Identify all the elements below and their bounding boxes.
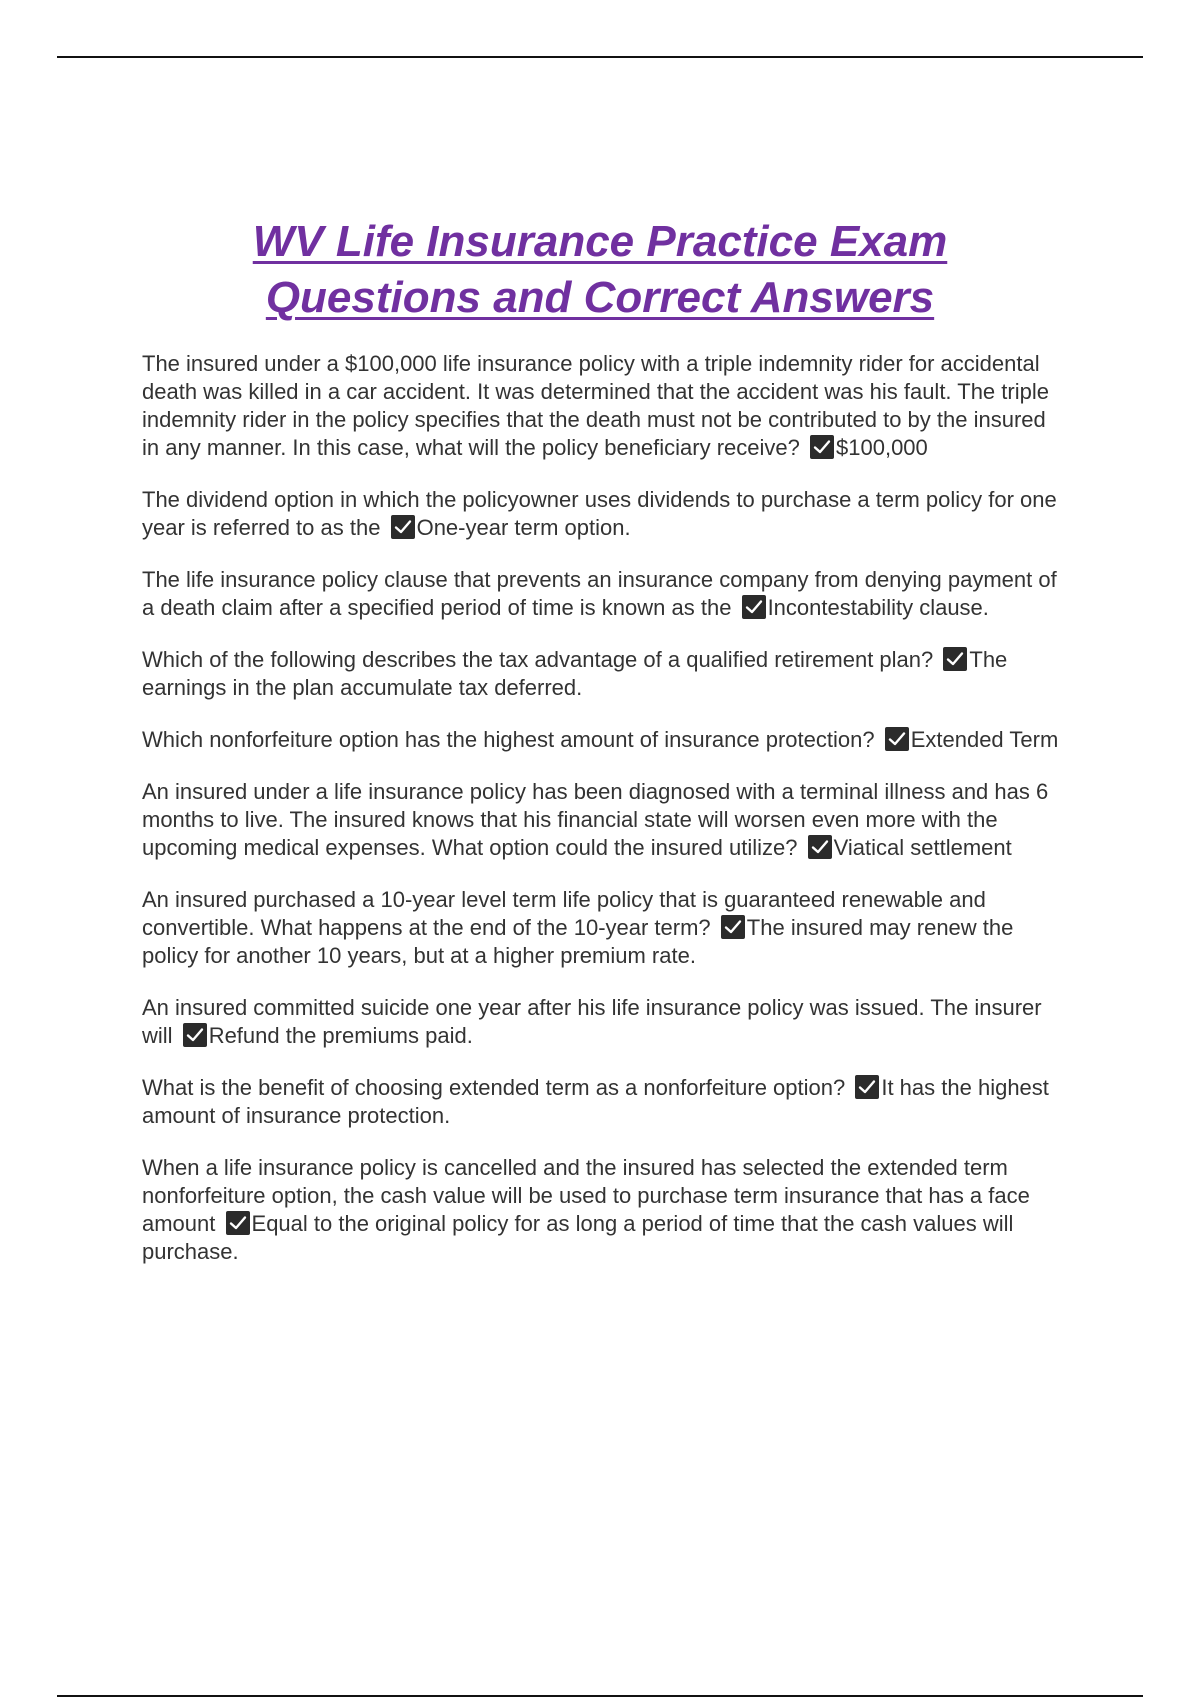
answer-text: Refund the premiums paid. [208, 1023, 473, 1048]
checkmark-box-icon [885, 727, 909, 751]
qa-item [142, 1154, 1062, 1266]
answer-text: Extended Term [910, 727, 1059, 752]
page-title [100, 214, 1100, 326]
qa-item [142, 726, 1062, 754]
answer-text: The earnings in the plan accumulate tax deferred. [142, 647, 1008, 700]
question-text: The insured under a $100,000 life insurance policy with a triple indemnity rider for accidental death was killed in a car accident. It was determined that the accident was his fault. The triple indemnity rider in the policy specifies that the death must not be contributed to by the insured in any manner. In this case, what will the policy beneficiary receive? [142, 351, 1049, 460]
title-line-2: Questions and Correct Answers [265, 273, 935, 322]
question-text: When a life insurance policy is cancelled and the insured has selected the extended term nonforfeiture option, the cash value will be used to purchase term insurance that has a face amount [142, 1155, 1030, 1236]
qa-item [142, 646, 1062, 702]
question-text: The life insurance policy clause that prevents an insurance company from denying payment of a death claim after a specified period of time is known as the [142, 567, 1057, 620]
checkmark-box-icon [226, 1211, 250, 1235]
answer-text: Equal to the original policy for as long a period of time that the cash values will purchase. [142, 1211, 1014, 1264]
qa-item [142, 566, 1062, 622]
bottom-rule [57, 1695, 1143, 1697]
checkmark-box-icon [943, 647, 967, 671]
answer-text: $100,000 [836, 435, 928, 460]
checkmark-box-icon [183, 1023, 207, 1047]
checkmark-box-icon [808, 835, 832, 859]
title-line-1: WV Life Insurance Practice Exam [252, 217, 948, 266]
answer-text: Incontestability clause. [767, 595, 989, 620]
qa-item [142, 486, 1062, 542]
checkmark-box-icon [721, 915, 745, 939]
qa-item [142, 778, 1062, 862]
qa-item [142, 350, 1062, 462]
qa-item [142, 886, 1062, 970]
question-text: An insured under a life insurance policy has been diagnosed with a terminal illness and has 6 months to live. The insured knows that his financial state will worsen even more with the upcoming medical expenses. What option could the insured utilize? [142, 779, 1049, 860]
top-rule [57, 56, 1143, 58]
answer-text: One-year term option. [416, 515, 631, 540]
checkmark-box-icon [391, 515, 415, 539]
answer-text: Viatical settlement [833, 835, 1012, 860]
question-text: Which of the following describes the tax advantage of a qualified retirement plan? [142, 647, 934, 672]
checkmark-box-icon [810, 435, 834, 459]
answer-text: It has the highest amount of insurance protection. [142, 1075, 1049, 1128]
checkmark-box-icon [742, 595, 766, 619]
qa-item [142, 994, 1062, 1050]
question-text: What is the benefit of choosing extended term as a nonforfeiture option? [142, 1075, 846, 1100]
qa-item [142, 1074, 1062, 1130]
question-text: An insured committed suicide one year after his life insurance policy was issued. The insurer will [142, 995, 1042, 1048]
question-text: The dividend option in which the policyowner uses dividends to purchase a term policy for one year is referred to as the [142, 487, 1057, 540]
qa-list [142, 350, 1062, 1290]
question-text: An insured purchased a 10-year level term life policy that is guaranteed renewable and convertible. What happens at the end of the 10-year term? [142, 887, 986, 940]
answer-text: The insured may renew the policy for another 10 years, but at a higher premium rate. [142, 915, 1014, 968]
checkmark-box-icon [855, 1075, 879, 1099]
question-text: Which nonforfeiture option has the highest amount of insurance protection? [142, 727, 875, 752]
